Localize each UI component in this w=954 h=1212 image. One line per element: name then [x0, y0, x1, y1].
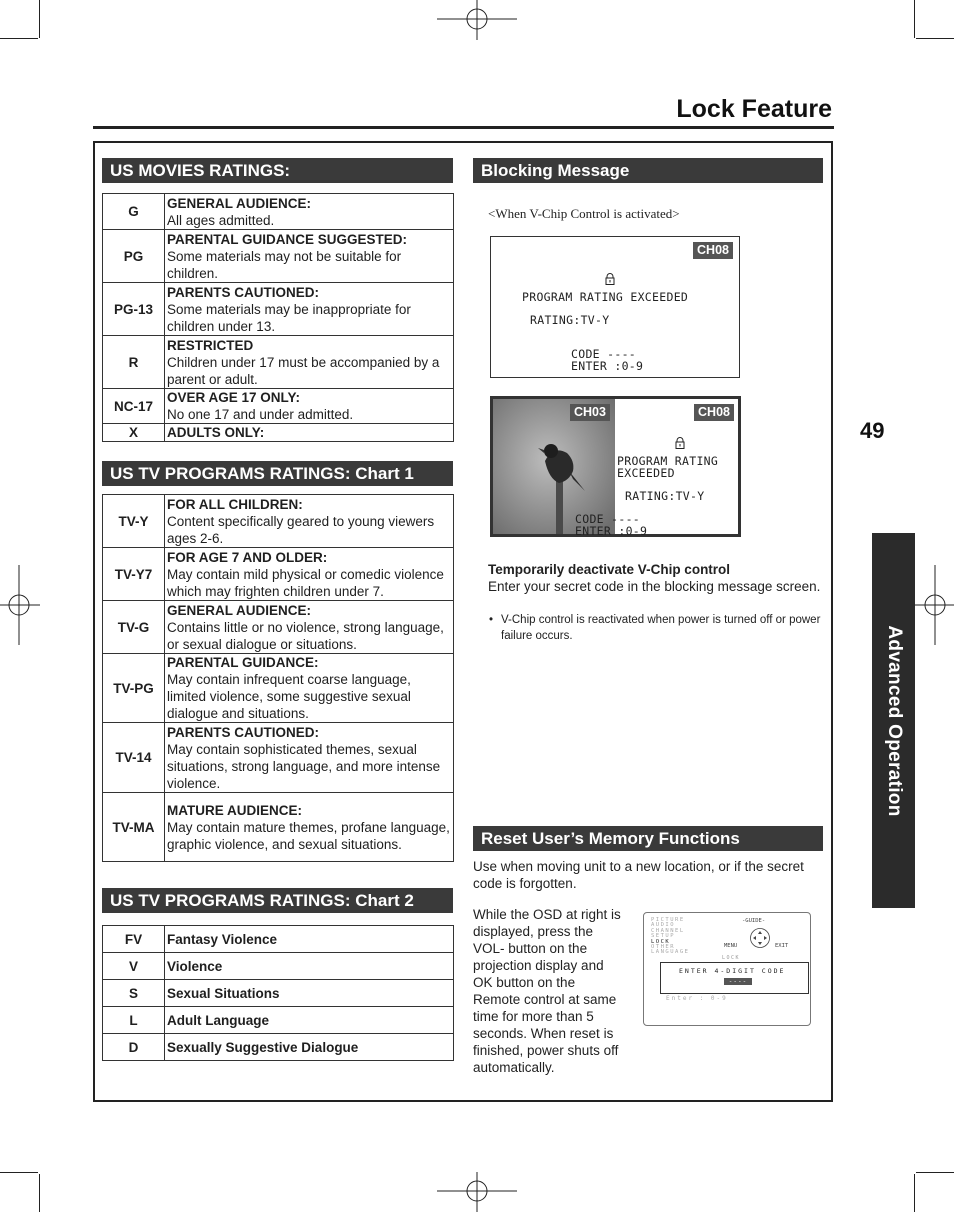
rating-title: PARENTAL GUIDANCE SUGGESTED:: [167, 231, 408, 247]
reset-instructions: While the OSD at right is displayed, press the VOL- button on the projection display and OK button on the Remote control at same time for more than 5 seconds. When reset is finished, power shuts off automatically.: [473, 907, 621, 1075]
rating-code: NC-17: [103, 389, 165, 424]
table-row: [103, 283, 454, 336]
crop-mark: [916, 38, 954, 39]
content-code: D: [103, 1034, 165, 1061]
osd-enter-hint: Enter : 0-9: [666, 995, 728, 1002]
crop-mark: [914, 0, 915, 38]
rating-code: TV-G: [103, 601, 165, 654]
osd-menu-item-selected: LOCK: [651, 938, 671, 945]
enter-text: ENTER :0-9: [575, 524, 648, 538]
enter-text: ENTER :0-9: [571, 359, 644, 373]
rating-text: Some materials may not be suitable for children.: [167, 248, 402, 281]
osd-menu-item: SETUP: [651, 933, 676, 940]
side-tab-label: Advanced Operation: [883, 624, 905, 817]
rating-description: [165, 283, 454, 336]
osd-screen: [643, 912, 811, 1026]
rating-title: GENERAL AUDIENCE:: [167, 602, 312, 618]
rating-text: May contain mature themes, profane language, graphic violence, and sexual situations.: [167, 819, 450, 852]
rating-text: May contain infrequent coarse language, limited violence, some suggestive sexual dialogue and situations.: [167, 672, 411, 721]
bullet-marker: •: [489, 614, 494, 626]
content-code: FV: [103, 926, 165, 953]
rating-title: RESTRICTED: [167, 337, 254, 353]
reactivation-note: V-Chip control is reactivated when power is turned off or power failure occurs.: [501, 614, 821, 642]
tv-chart2-table: [102, 925, 454, 1061]
registration-mark: [437, 0, 517, 40]
crop-mark: [39, 0, 40, 38]
tv-chart1-table: [102, 494, 454, 862]
table-row: [103, 926, 454, 953]
crop-mark: [0, 38, 38, 39]
content-label: Sexually Suggestive Dialogue: [165, 1034, 454, 1061]
crop-mark: [39, 1174, 40, 1212]
table-row: [103, 1034, 454, 1061]
rating-text: May contain sophisticated themes, sexual situations, strong language, and more intense violence.: [167, 741, 441, 791]
crop-mark: [0, 1172, 38, 1173]
rating-description: [165, 548, 454, 601]
rating-title: PARENTAL GUIDANCE:: [167, 655, 319, 670]
table-row: [103, 389, 454, 424]
osd-menu-item: OTHER: [651, 944, 676, 951]
content-code: L: [103, 1007, 165, 1034]
osd-menu-list: [651, 918, 690, 956]
rating-code: TV-Y7: [103, 548, 165, 601]
rating-description: [165, 654, 454, 723]
movies-ratings-table: [102, 193, 454, 442]
rating-code: TV-14: [103, 723, 165, 793]
rating-text: RATING:TV-Y: [625, 489, 705, 503]
reset-intro: Use when moving unit to a new location, or if the secret code is forgotten.: [473, 859, 804, 891]
rating-text: RATING:TV-Y: [530, 313, 610, 327]
table-row: [103, 980, 454, 1007]
crop-mark: [916, 1172, 954, 1173]
rating-code: TV-MA: [103, 793, 165, 862]
channel-badge: CH08: [693, 242, 733, 259]
deactivate-heading: Temporarily deactivate V-Chip control: [488, 562, 731, 577]
rating-text: May contain mild physical or comedic violence which may frighten children under 7.: [167, 566, 444, 599]
movies-heading: US MOVIES RATINGS:: [102, 158, 453, 183]
content-code: V: [103, 953, 165, 980]
registration-mark: [0, 565, 40, 645]
page-title: Lock Feature: [676, 95, 832, 123]
rating-title: PARENTS CAUTIONED:: [167, 724, 320, 740]
rating-description: [165, 424, 454, 442]
table-row: [103, 723, 454, 793]
rating-text: No one 17 and under admitted.: [167, 407, 354, 422]
rating-code: PG-13: [103, 283, 165, 336]
blocking-screen-split: [490, 396, 741, 537]
rating-title: OVER AGE 17 ONLY:: [167, 390, 301, 405]
table-row: [103, 953, 454, 980]
table-row: [103, 194, 454, 230]
code-text: CODE ----: [571, 347, 637, 361]
rating-title: FOR ALL CHILDREN:: [167, 496, 303, 512]
rating-description: [165, 336, 454, 389]
osd-menu-item: CHANNEL: [651, 927, 685, 934]
osd-menu-label: MENU: [724, 943, 738, 949]
blocking-heading: Blocking Message: [473, 158, 823, 183]
channel-badge-right: CH08: [694, 404, 734, 421]
rating-text: Some materials may be inappropriate for children under 13.: [167, 301, 411, 334]
registration-mark: [437, 1172, 517, 1212]
page-number: 49: [860, 418, 885, 443]
rating-description: [165, 793, 454, 862]
content-code: S: [103, 980, 165, 1007]
deactivate-text: Enter your secret code in the blocking message screen.: [488, 579, 821, 594]
content-label: Fantasy Violence: [165, 926, 454, 953]
osd-code-title: ENTER 4-DIGIT CODE: [679, 967, 786, 975]
crop-mark: [914, 1174, 915, 1212]
lock-icon: [605, 273, 615, 285]
rating-description: [165, 194, 454, 230]
section-side-tab: [872, 533, 915, 908]
osd-menu-item: LANGUAGE: [651, 949, 690, 956]
rating-exceeded-text: PROGRAM RATING: [617, 454, 719, 468]
rating-description: [165, 601, 454, 654]
osd-menu-item: AUDIO: [651, 922, 676, 929]
table-row: [103, 1007, 454, 1034]
lock-icon: [675, 437, 685, 449]
table-row: [103, 495, 454, 548]
rating-exceeded-text: PROGRAM RATING EXCEEDED: [522, 290, 689, 304]
osd-exit-label: EXIT: [775, 943, 789, 949]
table-row: [103, 793, 454, 862]
content-label: Sexual Situations: [165, 980, 454, 1007]
osd-nav-pad-icon: [749, 927, 771, 949]
rating-title: FOR AGE 7 AND OLDER:: [167, 549, 328, 565]
blocking-screen-full: [490, 236, 740, 378]
rating-code: PG: [103, 230, 165, 283]
reset-heading: Reset User’s Memory Functions: [473, 826, 823, 851]
rating-exceeded-text: EXCEEDED: [617, 466, 675, 480]
rating-title: GENERAL AUDIENCE:: [167, 195, 312, 211]
rating-code: X: [103, 424, 165, 442]
rating-text: Contains little or no violence, strong language, or sexual dialogue or situations.: [167, 619, 444, 652]
rating-description: [165, 495, 454, 548]
content-label: Adult Language: [165, 1007, 454, 1034]
tv-chart2-heading: US TV PROGRAMS RATINGS: Chart 2: [102, 888, 453, 913]
osd-code-field[interactable]: ----: [724, 978, 752, 985]
osd-menu-item: PICTURE: [651, 917, 685, 923]
rating-text: Content specifically geared to young viewers ages 2-6.: [167, 513, 435, 546]
rating-text: All ages admitted.: [167, 212, 275, 228]
rating-text: Children under 17 must be accompanied by a parent or adult.: [167, 354, 440, 387]
rating-code: TV-PG: [103, 654, 165, 723]
table-row: [103, 548, 454, 601]
rating-title: ADULTS ONLY:: [167, 425, 265, 440]
table-row: [103, 654, 454, 723]
registration-mark: [914, 565, 954, 645]
code-text: CODE ----: [575, 512, 641, 526]
rating-code: R: [103, 336, 165, 389]
table-row: [103, 424, 454, 442]
tv-chart1-heading: US TV PROGRAMS RATINGS: Chart 1: [102, 461, 453, 486]
osd-code-box: [660, 962, 809, 994]
rating-title: PARENTS CAUTIONED:: [167, 284, 320, 300]
rating-title: MATURE AUDIENCE:: [167, 802, 302, 818]
rating-description: [165, 230, 454, 283]
title-divider: [93, 126, 834, 129]
rating-code: G: [103, 194, 165, 230]
rating-description: [165, 723, 454, 793]
rating-code: TV-Y: [103, 495, 165, 548]
content-label: Violence: [165, 953, 454, 980]
osd-guide-label: -GUIDE-: [742, 918, 766, 924]
table-row: [103, 336, 454, 389]
table-row: [103, 230, 454, 283]
table-row: [103, 601, 454, 654]
osd-lock-caption: LOCK: [722, 955, 741, 961]
channel-badge-left: CH03: [570, 404, 610, 421]
rating-description: [165, 389, 454, 424]
vchip-note: <When V-Chip Control is activated>: [488, 206, 680, 221]
